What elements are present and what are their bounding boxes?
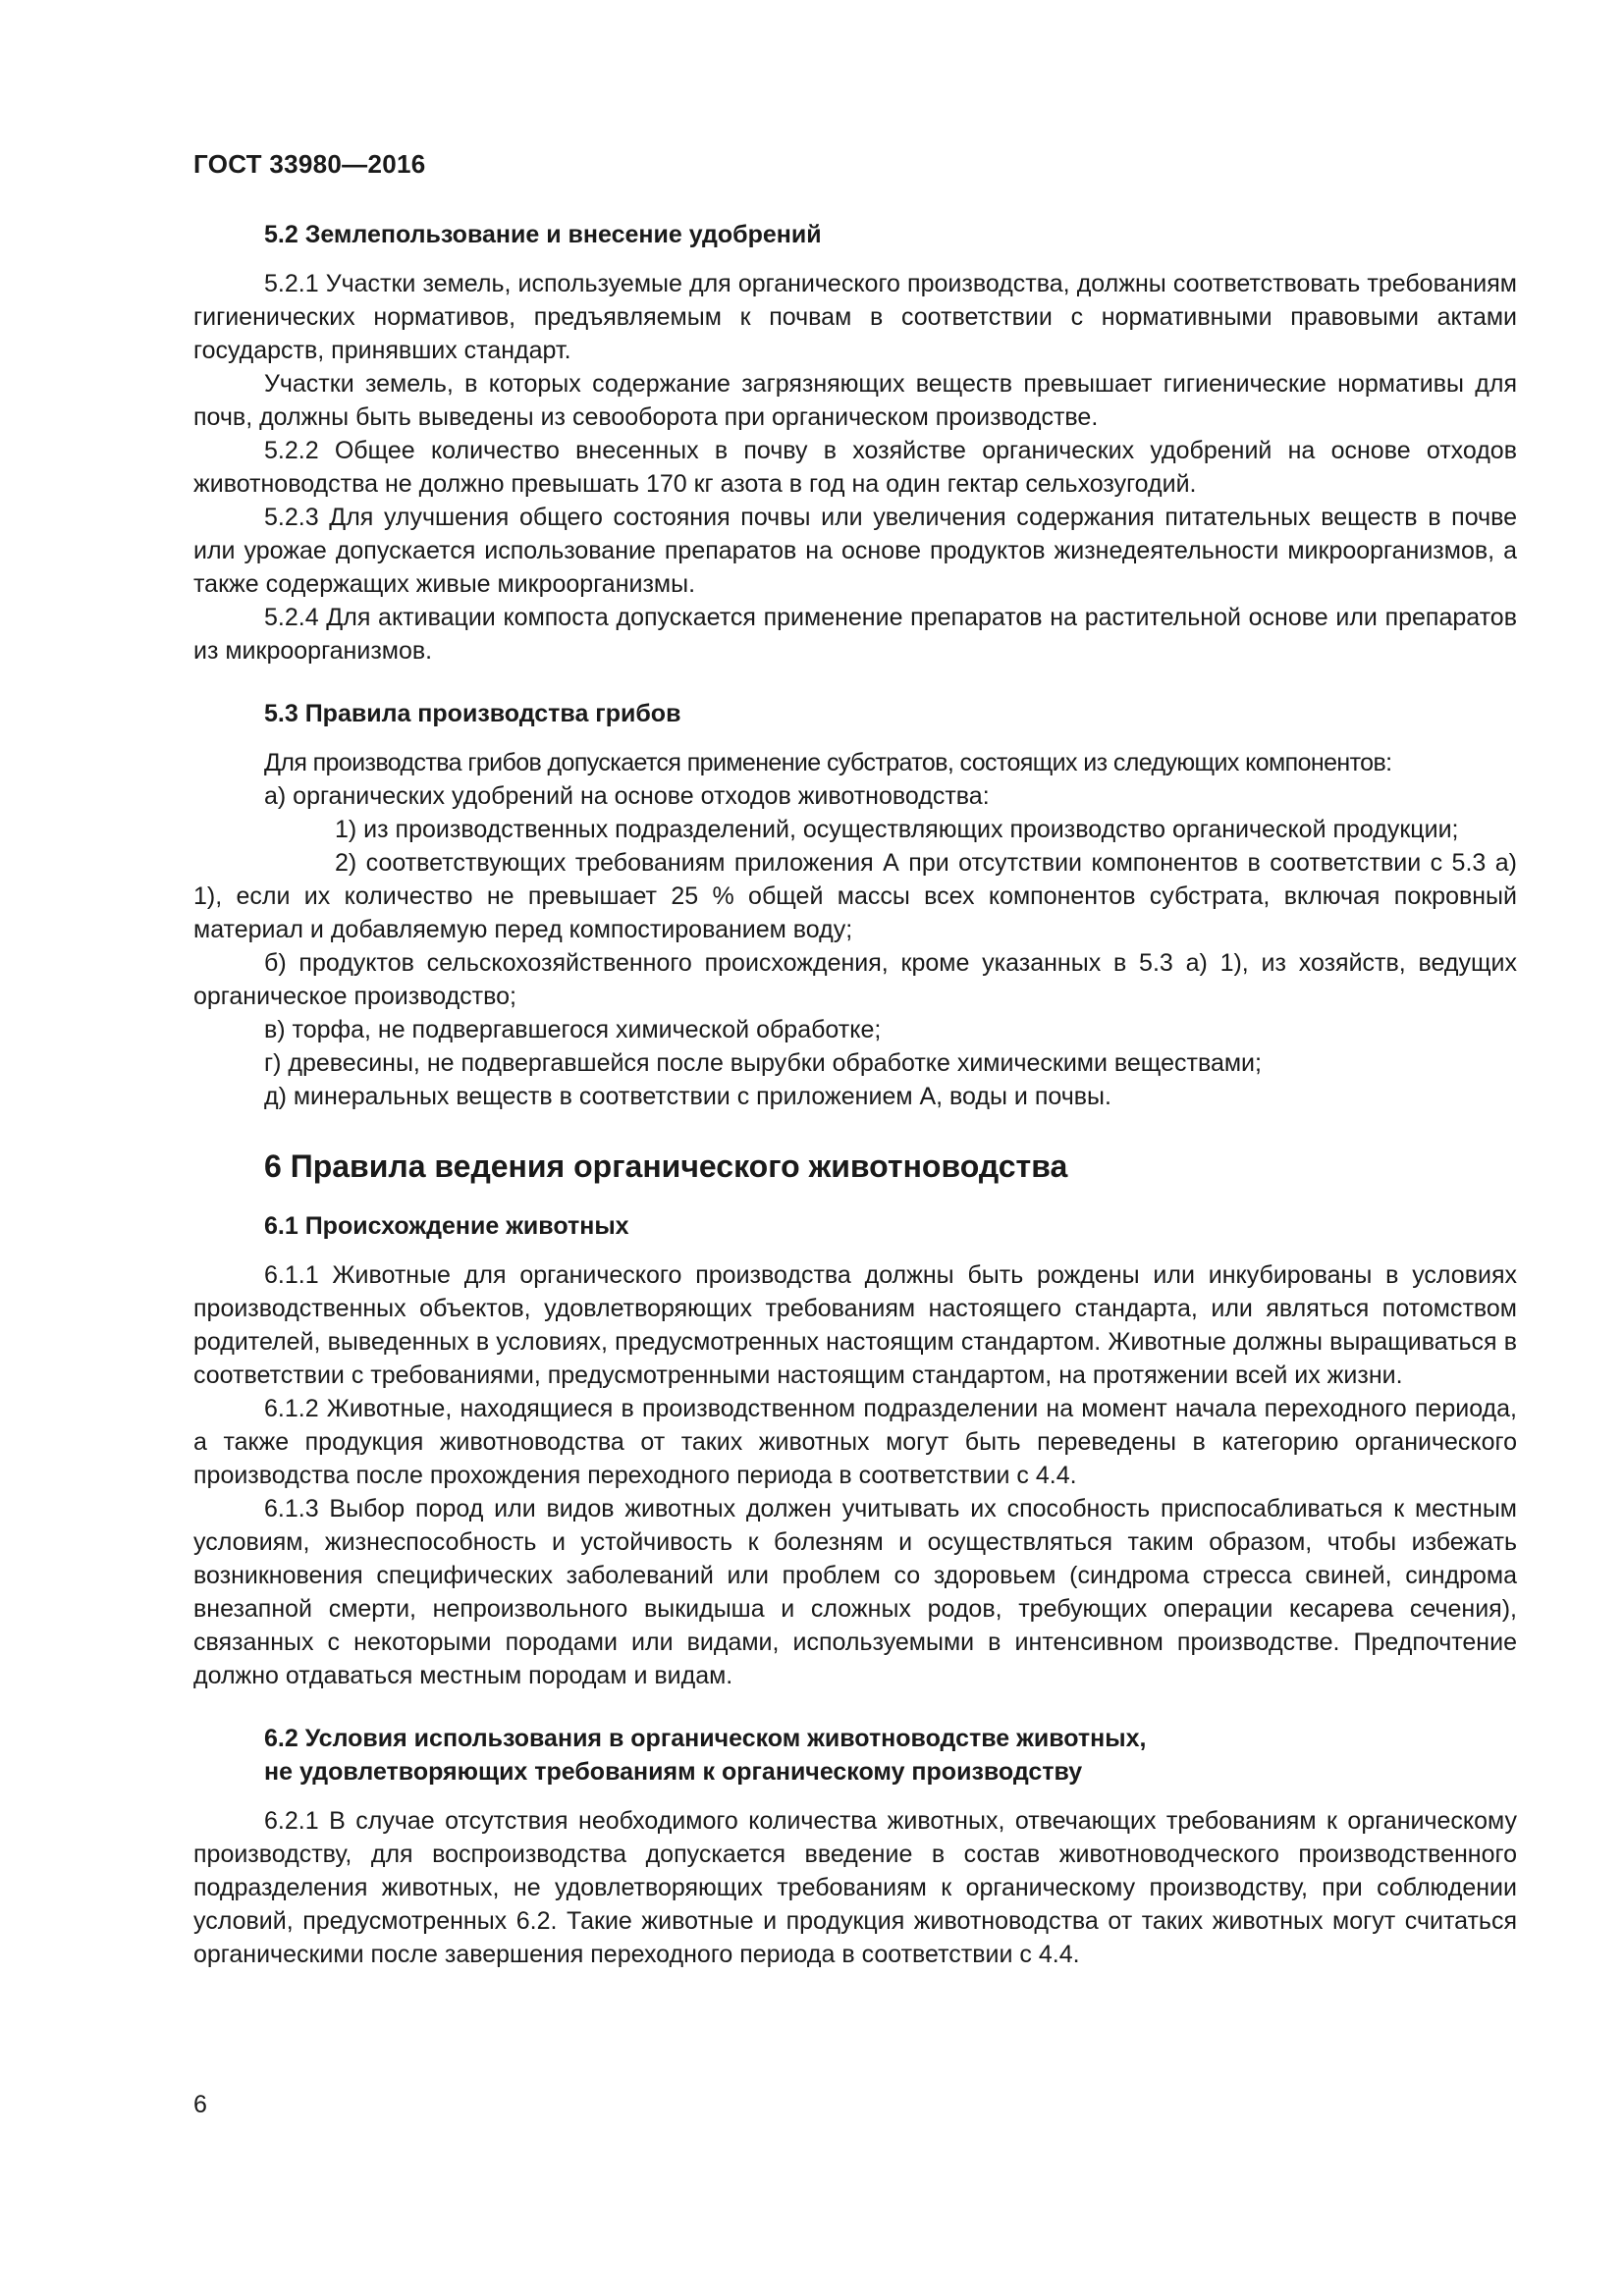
- section-5-3-title: 5.3 Правила производства грибов: [264, 700, 681, 727]
- spacer: [193, 1692, 1517, 1722]
- chapter-6-title: 6 Правила ведения органического животноводства: [264, 1148, 1068, 1184]
- paragraph-5-2-3: 5.2.3 Для улучшения общего состояния почвы или увеличения содержания питательных веществ в почве или урожае допускается использование препаратов на основе продуктов жизнедеятельности микроорганизмов, а также содержащих живые микроорганизмы.: [193, 504, 1517, 598]
- paragraph-5-2-4: 5.2.4 Для активации компоста допускается применение препаратов на растительной основе или препаратов из микроорганизмов.: [193, 604, 1517, 665]
- section-5-2: [193, 218, 1517, 667]
- section-5-3: [193, 697, 1517, 1113]
- section-6-2: [193, 1722, 1517, 1971]
- paragraph-5-2-1-cont: Участки земель, в которых содержание загрязняющих веществ превышает гигиенические нормативы для почв, должны быть выведены из севооборота при органическом производстве.: [193, 370, 1517, 431]
- list-item-g: г) древесины, не подвергавшейся после вырубки обработке химическими веществами;: [264, 1049, 1262, 1077]
- section-6-1-title: 6.1 Происхождение животных: [264, 1212, 629, 1240]
- paragraph-5-2-1: 5.2.1 Участки земель, используемые для органического производства, должны соответствовать требованиям гигиенических нормативов, предъявляемым к почвам в соответствии с нормативными правовыми актами государств, принявших стандарт.: [193, 270, 1517, 364]
- page-number: 6: [193, 2091, 207, 2118]
- section-6-1: [193, 1209, 1517, 1692]
- list-item-a-1: 1) из производственных подразделений, осуществляющих производство органической продукции;: [335, 816, 1459, 843]
- paragraph-5-2-2: 5.2.2 Общее количество внесенных в почву в хозяйстве органических удобрений на основе отходов животноводства не должно превышать 170 кг азота в год на один гектар сельхозугодий.: [193, 437, 1517, 498]
- paragraph-6-1-2: 6.1.2 Животные, находящиеся в производственном подразделении на момент начала переходного периода, а также продукция животноводства от таких животных могут быть переведены в категорию органического производства после прохождения переходного периода в соответствии с 4.4.: [193, 1395, 1517, 1489]
- list-item-a-2: 2) соответствующих требованиям приложения А при отсутствии компонентов в соответствии с 5.3 а) 1), если их количество не превышает 25 % общей массы всех компонентов субстрата, включая покровный материал и добавляемую перед компостированием воду;: [193, 849, 1517, 943]
- section-5-2-title: 5.2 Землепользование и внесение удобрений: [264, 221, 822, 248]
- paragraph-6-1-3: 6.1.3 Выбор пород или видов животных должен учитывать их способность приспосабливаться к местным условиям, жизнеспособность и устойчивость к болезням и осуществляться таким образом, чтобы избежать возникновения специфических заболеваний или проблем со здоровьем (синдрома стресса свиней, синдрома внезапной смерти, непроизвольного выкидыша и сложных родов, требующих операции кесарева сечения), связанных с некоторыми породами или видами, используемыми в интенсивном производстве. Предпочтение должно отдаваться местным породам и видам.: [193, 1495, 1517, 1689]
- document-body: [193, 218, 1517, 1971]
- paragraph-6-1-1: 6.1.1 Животные для органического производства должны быть рождены или инкубированы в условиях производственных объектов, удовлетворяющих требованиям настоящего стандарта, или являться потомством родителей, выведенных в условиях, предусмотренных настоящим стандартом. Животные должны выращиваться в соответствии с требованиями, предусмотренными настоящим стандартом, на протяжении всей их жизни.: [193, 1261, 1517, 1389]
- spacer: [193, 667, 1517, 697]
- section-6-2-title: [193, 1722, 1517, 1789]
- list-item-b: б) продуктов сельскохозяйственного происхождения, кроме указанных в 5.3 а) 1), из хозяйств, ведущих органическое производство;: [193, 949, 1517, 1010]
- document-header: ГОСТ 33980—2016: [193, 149, 426, 179]
- section-6-2-title-line1: 6.2 Условия использования в органическом животноводстве животных,: [264, 1725, 1147, 1752]
- paragraph-6-2-1: 6.2.1 В случае отсутствия необходимого количества животных, отвечающих требованиям к органическому производству, для воспроизводства допускается введение в состав животноводческого производственного подразделения животных, не удовлетворяющих требованиям к органическому производству, при соблюдении условий, предусмотренных 6.2. Такие животные и продукция животноводства от таких животных могут считаться органическими после завершения переходного периода в соответствии с 4.4.: [193, 1807, 1517, 1968]
- list-item-v: в) торфа, не подвергавшегося химической обработке;: [264, 1016, 882, 1043]
- list-item-a: а) органических удобрений на основе отходов животноводства:: [264, 782, 990, 810]
- paragraph-5-3-intro: Для производства грибов допускается применение субстратов, состоящих из следующих компонентов:: [264, 749, 1392, 776]
- list-item-d: д) минеральных веществ в соответствии с приложением А, воды и почвы.: [264, 1083, 1111, 1110]
- section-6-2-title-line2: не удовлетворяющих требованиям к органическому производству: [264, 1758, 1083, 1786]
